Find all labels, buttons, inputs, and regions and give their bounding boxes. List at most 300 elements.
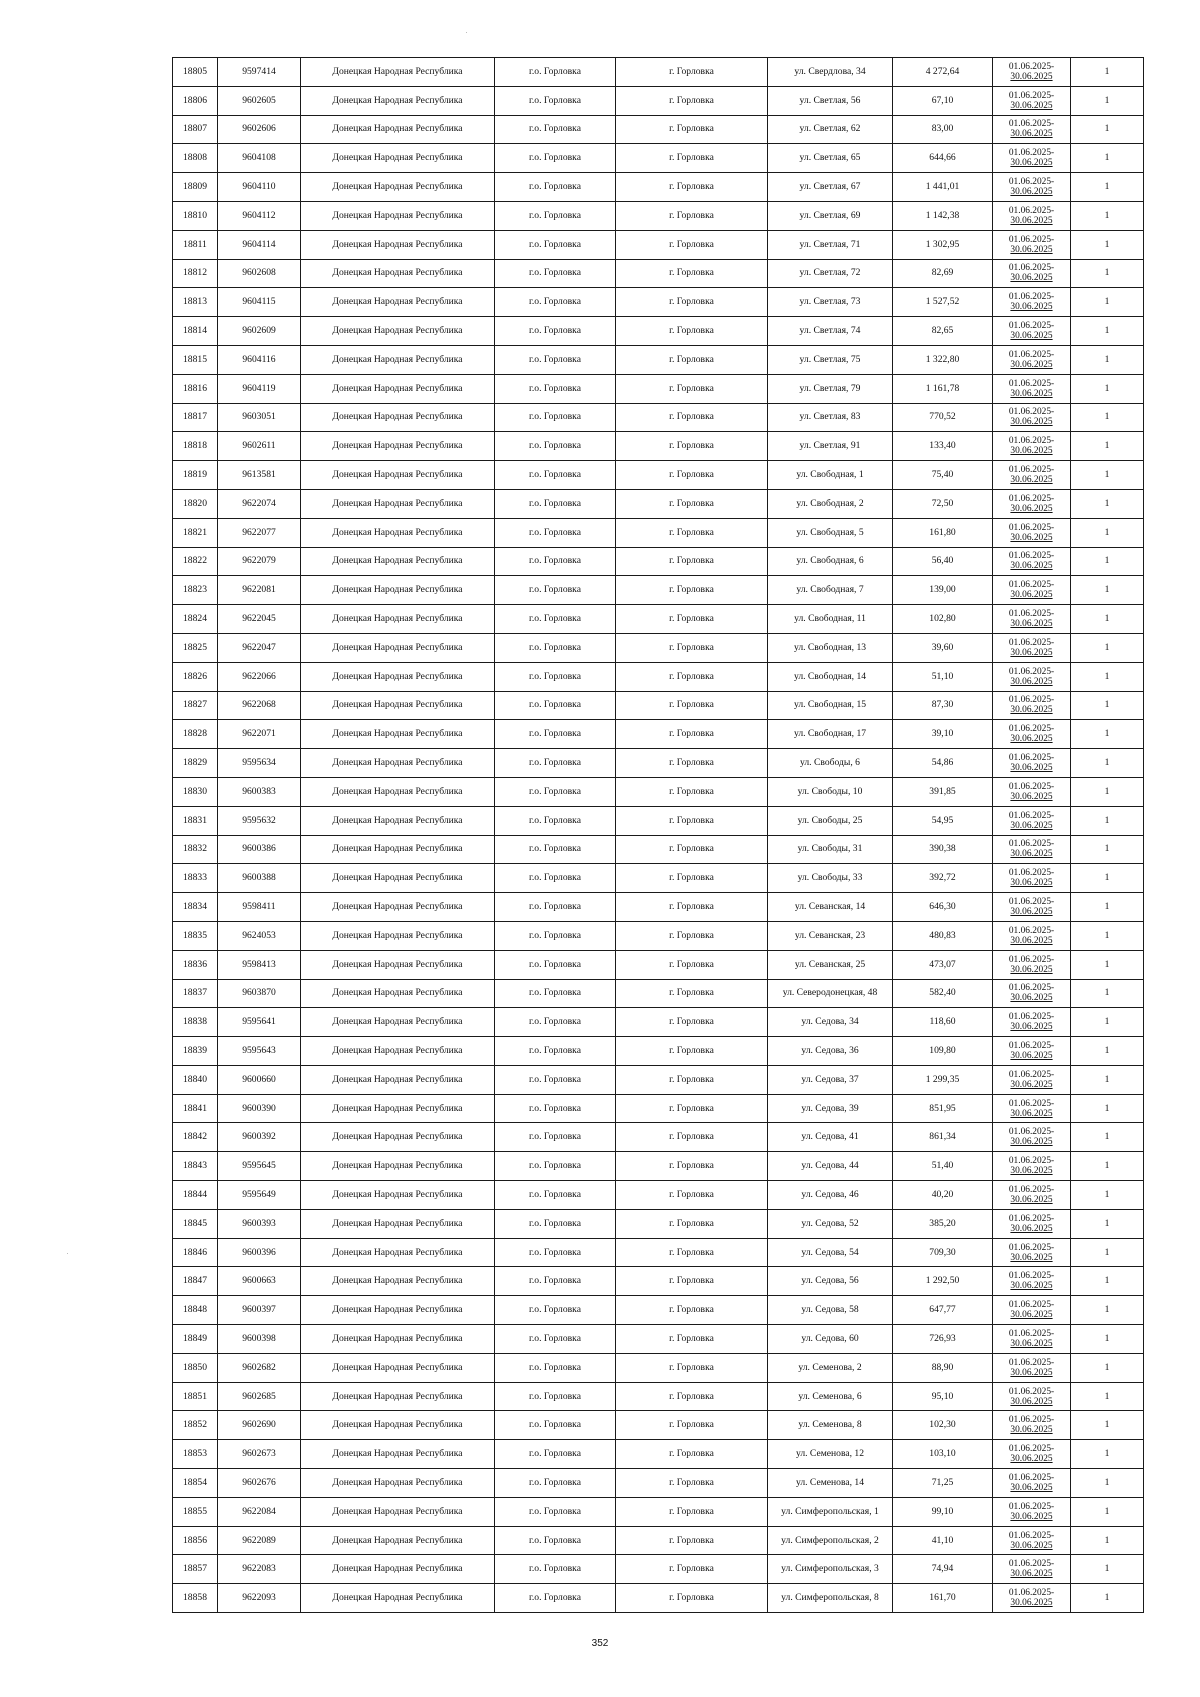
period-start: 01.06.2025- xyxy=(1008,1069,1055,1080)
object-id-cell: 9622074 xyxy=(218,489,301,518)
period-start: 01.06.2025- xyxy=(1008,1012,1055,1023)
region-cell: Донецкая Народная Республика xyxy=(301,86,495,115)
table-row xyxy=(173,633,1144,662)
address-cell: ул. Свободная, 17 xyxy=(768,720,893,749)
area-cell: 67,10 xyxy=(893,86,993,115)
table-row xyxy=(173,1497,1144,1526)
row-number-cell: 18843 xyxy=(173,1152,218,1181)
count-cell: 1 xyxy=(1071,547,1144,576)
region-cell: Донецкая Народная Республика xyxy=(301,1382,495,1411)
period-cell xyxy=(993,58,1071,87)
table-row xyxy=(173,1469,1144,1498)
period-end: 30.06.2025 xyxy=(1010,503,1053,514)
table-row xyxy=(173,1123,1144,1152)
city-cell: г. Горловка xyxy=(616,1584,768,1613)
region-cell: Донецкая Народная Республика xyxy=(301,374,495,403)
district-cell: г.о. Горловка xyxy=(495,633,616,662)
object-id-cell: 9602685 xyxy=(218,1382,301,1411)
address-cell: ул. Седова, 39 xyxy=(768,1094,893,1123)
district-cell: г.о. Горловка xyxy=(495,230,616,259)
period-end: 30.06.2025 xyxy=(1010,244,1053,255)
period-start: 01.06.2025- xyxy=(1008,637,1055,648)
area-cell: 161,70 xyxy=(893,1584,993,1613)
period-cell xyxy=(993,1382,1071,1411)
object-id-cell: 9595645 xyxy=(218,1152,301,1181)
period-cell xyxy=(993,403,1071,432)
period-end: 30.06.2025 xyxy=(1010,158,1053,169)
period-cell xyxy=(993,720,1071,749)
address-cell: ул. Свободная, 2 xyxy=(768,489,893,518)
object-id-cell: 9622068 xyxy=(218,691,301,720)
period-cell xyxy=(993,893,1071,922)
period-end: 30.06.2025 xyxy=(1010,647,1053,658)
object-id-cell: 9622066 xyxy=(218,662,301,691)
object-id-cell: 9602690 xyxy=(218,1411,301,1440)
object-id-cell: 9602673 xyxy=(218,1440,301,1469)
area-cell: 647,77 xyxy=(893,1296,993,1325)
address-cell: ул. Седова, 46 xyxy=(768,1181,893,1210)
period-end: 30.06.2025 xyxy=(1010,1137,1053,1148)
object-id-cell: 9595643 xyxy=(218,1037,301,1066)
city-cell: г. Горловка xyxy=(616,1469,768,1498)
region-cell: Донецкая Народная Республика xyxy=(301,1065,495,1094)
object-id-cell: 9622084 xyxy=(218,1497,301,1526)
region-cell: Донецкая Народная Республика xyxy=(301,921,495,950)
city-cell: г. Горловка xyxy=(616,605,768,634)
period-cell xyxy=(993,979,1071,1008)
address-cell: ул. Седова, 56 xyxy=(768,1267,893,1296)
period-start: 01.06.2025- xyxy=(1008,148,1055,159)
district-cell: г.о. Горловка xyxy=(495,144,616,173)
period-cell xyxy=(993,1037,1071,1066)
address-cell: ул. Свободная, 11 xyxy=(768,605,893,634)
period-start: 01.06.2025- xyxy=(1008,666,1055,677)
district-cell: г.о. Горловка xyxy=(495,518,616,547)
period-end: 30.06.2025 xyxy=(1010,1050,1053,1061)
district-cell: г.о. Горловка xyxy=(495,403,616,432)
table-row xyxy=(173,1353,1144,1382)
district-cell: г.о. Горловка xyxy=(495,777,616,806)
city-cell: г. Горловка xyxy=(616,633,768,662)
period-start: 01.06.2025- xyxy=(1008,205,1055,216)
period-start: 01.06.2025- xyxy=(1008,407,1055,418)
period-start: 01.06.2025- xyxy=(1008,119,1055,130)
period-end: 30.06.2025 xyxy=(1010,907,1053,917)
district-cell: г.о. Горловка xyxy=(495,1325,616,1354)
period-cell xyxy=(993,1584,1071,1613)
period-end: 30.06.2025 xyxy=(1010,100,1053,111)
row-number-cell: 18818 xyxy=(173,432,218,461)
district-cell: г.о. Горловка xyxy=(495,1267,616,1296)
city-cell: г. Горловка xyxy=(616,864,768,893)
period-cell xyxy=(993,1209,1071,1238)
area-cell: 646,30 xyxy=(893,893,993,922)
address-cell: ул. Светлая, 72 xyxy=(768,259,893,288)
count-cell: 1 xyxy=(1071,1469,1144,1498)
city-cell: г. Горловка xyxy=(616,749,768,778)
area-cell: 1 292,50 xyxy=(893,1267,993,1296)
period-start: 01.06.2025- xyxy=(1008,983,1055,994)
city-cell: г. Горловка xyxy=(616,144,768,173)
period-cell xyxy=(993,662,1071,691)
period-start: 01.06.2025- xyxy=(1008,1501,1055,1512)
area-cell: 1 299,35 xyxy=(893,1065,993,1094)
period-end: 30.06.2025 xyxy=(1010,1223,1053,1234)
area-cell: 4 272,64 xyxy=(893,58,993,87)
object-id-cell: 9622089 xyxy=(218,1526,301,1555)
count-cell: 1 xyxy=(1071,921,1144,950)
area-cell: 726,93 xyxy=(893,1325,993,1354)
table-row xyxy=(173,230,1144,259)
period-start: 01.06.2025- xyxy=(1008,522,1055,533)
object-id-cell: 9598411 xyxy=(218,893,301,922)
period-start: 01.06.2025- xyxy=(1008,724,1055,735)
table-row xyxy=(173,288,1144,317)
area-cell: 39,60 xyxy=(893,633,993,662)
region-cell: Донецкая Народная Республика xyxy=(301,1497,495,1526)
area-cell: 161,80 xyxy=(893,518,993,547)
row-number-cell: 18816 xyxy=(173,374,218,403)
district-cell: г.о. Горловка xyxy=(495,1065,616,1094)
row-number-cell: 18841 xyxy=(173,1094,218,1123)
period-cell xyxy=(993,1526,1071,1555)
period-end: 30.06.2025 xyxy=(1010,1338,1053,1349)
period-cell xyxy=(993,173,1071,202)
count-cell: 1 xyxy=(1071,720,1144,749)
page-number: 352 xyxy=(591,1638,609,1649)
period-start: 01.06.2025- xyxy=(1008,321,1055,332)
district-cell: г.о. Горловка xyxy=(495,835,616,864)
district-cell: г.о. Горловка xyxy=(495,288,616,317)
address-cell: ул. Свободная, 14 xyxy=(768,662,893,691)
period-cell xyxy=(993,259,1071,288)
period-end: 30.06.2025 xyxy=(1010,1396,1053,1407)
address-cell: ул. Седова, 54 xyxy=(768,1238,893,1267)
district-cell: г.о. Горловка xyxy=(495,893,616,922)
table-row xyxy=(173,58,1144,87)
table-row xyxy=(173,201,1144,230)
period-cell xyxy=(993,576,1071,605)
period-cell xyxy=(993,1497,1071,1526)
address-cell: ул. Светлая, 79 xyxy=(768,374,893,403)
address-cell: ул. Седова, 60 xyxy=(768,1325,893,1354)
district-cell: г.о. Горловка xyxy=(495,432,616,461)
row-number-cell: 18825 xyxy=(173,633,218,662)
count-cell: 1 xyxy=(1071,691,1144,720)
row-number-cell: 18810 xyxy=(173,201,218,230)
object-id-cell: 9602611 xyxy=(218,432,301,461)
row-number-cell: 18806 xyxy=(173,86,218,115)
period-start: 01.06.2025- xyxy=(1008,1156,1055,1167)
region-cell: Донецкая Народная Республика xyxy=(301,317,495,346)
period-cell xyxy=(993,1296,1071,1325)
city-cell: г. Горловка xyxy=(616,1555,768,1584)
district-cell: г.о. Горловка xyxy=(495,864,616,893)
row-number-cell: 18822 xyxy=(173,547,218,576)
city-cell: г. Горловка xyxy=(616,835,768,864)
city-cell: г. Горловка xyxy=(616,345,768,374)
table-row xyxy=(173,489,1144,518)
period-start: 01.06.2025- xyxy=(1008,493,1055,504)
count-cell: 1 xyxy=(1071,403,1144,432)
district-cell: г.о. Горловка xyxy=(495,86,616,115)
area-cell: 473,07 xyxy=(893,950,993,979)
region-cell: Донецкая Народная Республика xyxy=(301,1555,495,1584)
region-cell: Донецкая Народная Республика xyxy=(301,605,495,634)
row-number-cell: 18851 xyxy=(173,1382,218,1411)
object-id-cell: 9603051 xyxy=(218,403,301,432)
address-cell: ул. Светлая, 69 xyxy=(768,201,893,230)
area-cell: 75,40 xyxy=(893,461,993,490)
region-cell: Донецкая Народная Республика xyxy=(301,835,495,864)
count-cell: 1 xyxy=(1071,1584,1144,1613)
address-cell: ул. Светлая, 67 xyxy=(768,173,893,202)
object-id-cell: 9603870 xyxy=(218,979,301,1008)
city-cell: г. Горловка xyxy=(616,518,768,547)
district-cell: г.о. Горловка xyxy=(495,1209,616,1238)
district-cell: г.о. Горловка xyxy=(495,461,616,490)
region-cell: Донецкая Народная Республика xyxy=(301,950,495,979)
district-cell: г.о. Горловка xyxy=(495,201,616,230)
row-number-cell: 18829 xyxy=(173,749,218,778)
row-number-cell: 18839 xyxy=(173,1037,218,1066)
area-cell: 95,10 xyxy=(893,1382,993,1411)
count-cell: 1 xyxy=(1071,1181,1144,1210)
address-cell: ул. Севанская, 14 xyxy=(768,893,893,922)
period-start: 01.06.2025- xyxy=(1008,61,1055,72)
period-start: 01.06.2025- xyxy=(1008,1357,1055,1368)
area-cell: 392,72 xyxy=(893,864,993,893)
region-cell: Донецкая Народная Республика xyxy=(301,173,495,202)
address-cell: ул. Седова, 44 xyxy=(768,1152,893,1181)
period-end: 30.06.2025 xyxy=(1010,1511,1053,1522)
city-cell: г. Горловка xyxy=(616,288,768,317)
count-cell: 1 xyxy=(1071,374,1144,403)
period-start: 01.06.2025- xyxy=(1008,263,1055,274)
period-cell xyxy=(993,1469,1071,1498)
period-end: 30.06.2025 xyxy=(1010,388,1053,399)
period-end: 30.06.2025 xyxy=(1010,820,1053,831)
period-cell xyxy=(993,489,1071,518)
count-cell: 1 xyxy=(1071,576,1144,605)
city-cell: г. Горловка xyxy=(616,1353,768,1382)
region-cell: Донецкая Народная Республика xyxy=(301,489,495,518)
row-number-cell: 18827 xyxy=(173,691,218,720)
region-cell: Донецкая Народная Республика xyxy=(301,1094,495,1123)
city-cell: г. Горловка xyxy=(616,691,768,720)
district-cell: г.о. Горловка xyxy=(495,1123,616,1152)
object-id-cell: 9600398 xyxy=(218,1325,301,1354)
area-cell: 709,30 xyxy=(893,1238,993,1267)
period-start: 01.06.2025- xyxy=(1008,1328,1055,1339)
area-cell: 88,90 xyxy=(893,1353,993,1382)
address-cell: ул. Свободная, 13 xyxy=(768,633,893,662)
table-row xyxy=(173,864,1144,893)
row-number-cell: 18828 xyxy=(173,720,218,749)
district-cell: г.о. Горловка xyxy=(495,1238,616,1267)
period-start: 01.06.2025- xyxy=(1008,1213,1055,1224)
period-end: 30.06.2025 xyxy=(1010,273,1053,284)
address-cell: ул. Светлая, 65 xyxy=(768,144,893,173)
period-start: 01.06.2025- xyxy=(1008,436,1055,447)
period-end: 30.06.2025 xyxy=(1010,1598,1053,1609)
address-cell: ул. Седова, 36 xyxy=(768,1037,893,1066)
region-cell: Донецкая Народная Республика xyxy=(301,1037,495,1066)
area-cell: 103,10 xyxy=(893,1440,993,1469)
period-end: 30.06.2025 xyxy=(1010,129,1053,140)
period-cell xyxy=(993,864,1071,893)
row-number-cell: 18812 xyxy=(173,259,218,288)
region-cell: Донецкая Народная Республика xyxy=(301,259,495,288)
address-cell: ул. Семенова, 14 xyxy=(768,1469,893,1498)
address-cell: ул. Свободная, 7 xyxy=(768,576,893,605)
area-cell: 87,30 xyxy=(893,691,993,720)
row-number-cell: 18836 xyxy=(173,950,218,979)
count-cell: 1 xyxy=(1071,1526,1144,1555)
city-cell: г. Горловка xyxy=(616,201,768,230)
period-end: 30.06.2025 xyxy=(1010,1079,1053,1090)
period-end: 30.06.2025 xyxy=(1010,475,1053,486)
address-cell: ул. Светлая, 91 xyxy=(768,432,893,461)
city-cell: г. Горловка xyxy=(616,950,768,979)
city-cell: г. Горловка xyxy=(616,1526,768,1555)
table-row xyxy=(173,432,1144,461)
period-start: 01.06.2025- xyxy=(1008,868,1055,879)
table-row xyxy=(173,921,1144,950)
period-start: 01.06.2025- xyxy=(1008,1271,1055,1282)
object-id-cell: 9600388 xyxy=(218,864,301,893)
district-cell: г.о. Горловка xyxy=(495,1440,616,1469)
scan-speck xyxy=(67,1253,68,1254)
object-id-cell: 9600392 xyxy=(218,1123,301,1152)
row-number-cell: 18830 xyxy=(173,777,218,806)
address-cell: ул. Семенова, 6 xyxy=(768,1382,893,1411)
address-cell: ул. Севанская, 25 xyxy=(768,950,893,979)
period-cell xyxy=(993,1267,1071,1296)
address-cell: ул. Свободы, 25 xyxy=(768,806,893,835)
region-cell: Донецкая Народная Республика xyxy=(301,1152,495,1181)
table-row xyxy=(173,345,1144,374)
area-cell: 39,10 xyxy=(893,720,993,749)
count-cell: 1 xyxy=(1071,173,1144,202)
count-cell: 1 xyxy=(1071,979,1144,1008)
city-cell: г. Горловка xyxy=(616,1209,768,1238)
table-row xyxy=(173,605,1144,634)
table-row xyxy=(173,749,1144,778)
district-cell: г.о. Горловка xyxy=(495,115,616,144)
count-cell: 1 xyxy=(1071,806,1144,835)
period-end: 30.06.2025 xyxy=(1010,590,1053,601)
count-cell: 1 xyxy=(1071,1353,1144,1382)
table-row xyxy=(173,1065,1144,1094)
region-cell: Донецкая Народная Республика xyxy=(301,1123,495,1152)
period-cell xyxy=(993,1123,1071,1152)
area-cell: 385,20 xyxy=(893,1209,993,1238)
district-cell: г.о. Горловка xyxy=(495,691,616,720)
object-id-cell: 9600396 xyxy=(218,1238,301,1267)
period-cell xyxy=(993,1440,1071,1469)
period-cell xyxy=(993,518,1071,547)
city-cell: г. Горловка xyxy=(616,1411,768,1440)
region-cell: Донецкая Народная Республика xyxy=(301,58,495,87)
count-cell: 1 xyxy=(1071,1094,1144,1123)
row-number-cell: 18811 xyxy=(173,230,218,259)
district-cell: г.о. Горловка xyxy=(495,1181,616,1210)
area-cell: 102,80 xyxy=(893,605,993,634)
period-end: 30.06.2025 xyxy=(1010,935,1053,946)
period-start: 01.06.2025- xyxy=(1008,1530,1055,1541)
period-end: 30.06.2025 xyxy=(1010,1194,1053,1205)
period-start: 01.06.2025- xyxy=(1008,897,1055,907)
registry-table xyxy=(172,57,1144,1613)
object-id-cell: 9622083 xyxy=(218,1555,301,1584)
period-end: 30.06.2025 xyxy=(1010,1108,1053,1119)
district-cell: г.о. Горловка xyxy=(495,1411,616,1440)
count-cell: 1 xyxy=(1071,1152,1144,1181)
period-end: 30.06.2025 xyxy=(1010,676,1053,687)
address-cell: ул. Семенова, 2 xyxy=(768,1353,893,1382)
table-row xyxy=(173,144,1144,173)
region-cell: Донецкая Народная Республика xyxy=(301,547,495,576)
area-cell: 1 322,80 xyxy=(893,345,993,374)
address-cell: ул. Свободы, 6 xyxy=(768,749,893,778)
period-cell xyxy=(993,1325,1071,1354)
city-cell: г. Горловка xyxy=(616,1325,768,1354)
period-start: 01.06.2025- xyxy=(1008,753,1055,764)
period-cell xyxy=(993,605,1071,634)
object-id-cell: 9622071 xyxy=(218,720,301,749)
object-id-cell: 9600386 xyxy=(218,835,301,864)
city-cell: г. Горловка xyxy=(616,115,768,144)
district-cell: г.о. Горловка xyxy=(495,979,616,1008)
city-cell: г. Горловка xyxy=(616,1008,768,1037)
period-end: 30.06.2025 xyxy=(1010,187,1053,198)
area-cell: 480,83 xyxy=(893,921,993,950)
count-cell: 1 xyxy=(1071,777,1144,806)
address-cell: ул. Симферопольская, 2 xyxy=(768,1526,893,1555)
table-row xyxy=(173,950,1144,979)
period-cell xyxy=(993,691,1071,720)
address-cell: ул. Северодонецкая, 48 xyxy=(768,979,893,1008)
object-id-cell: 9604108 xyxy=(218,144,301,173)
district-cell: г.о. Горловка xyxy=(495,1008,616,1037)
period-end: 30.06.2025 xyxy=(1010,1367,1053,1378)
address-cell: ул. Семенова, 12 xyxy=(768,1440,893,1469)
period-end: 30.06.2025 xyxy=(1010,417,1053,428)
area-cell: 71,25 xyxy=(893,1469,993,1498)
period-cell xyxy=(993,1555,1071,1584)
district-cell: г.о. Горловка xyxy=(495,259,616,288)
region-cell: Донецкая Народная Республика xyxy=(301,1238,495,1267)
address-cell: ул. Светлая, 62 xyxy=(768,115,893,144)
area-cell: 99,10 xyxy=(893,1497,993,1526)
table-row xyxy=(173,1382,1144,1411)
table-row xyxy=(173,1411,1144,1440)
region-cell: Донецкая Народная Республика xyxy=(301,806,495,835)
period-start: 01.06.2025- xyxy=(1008,1472,1055,1483)
count-cell: 1 xyxy=(1071,1123,1144,1152)
area-cell: 83,00 xyxy=(893,115,993,144)
count-cell: 1 xyxy=(1071,950,1144,979)
row-number-cell: 18857 xyxy=(173,1555,218,1584)
city-cell: г. Горловка xyxy=(616,1238,768,1267)
region-cell: Донецкая Народная Республика xyxy=(301,691,495,720)
count-cell: 1 xyxy=(1071,835,1144,864)
row-number-cell: 18850 xyxy=(173,1353,218,1382)
city-cell: г. Горловка xyxy=(616,432,768,461)
district-cell: г.о. Горловка xyxy=(495,1094,616,1123)
row-number-cell: 18837 xyxy=(173,979,218,1008)
